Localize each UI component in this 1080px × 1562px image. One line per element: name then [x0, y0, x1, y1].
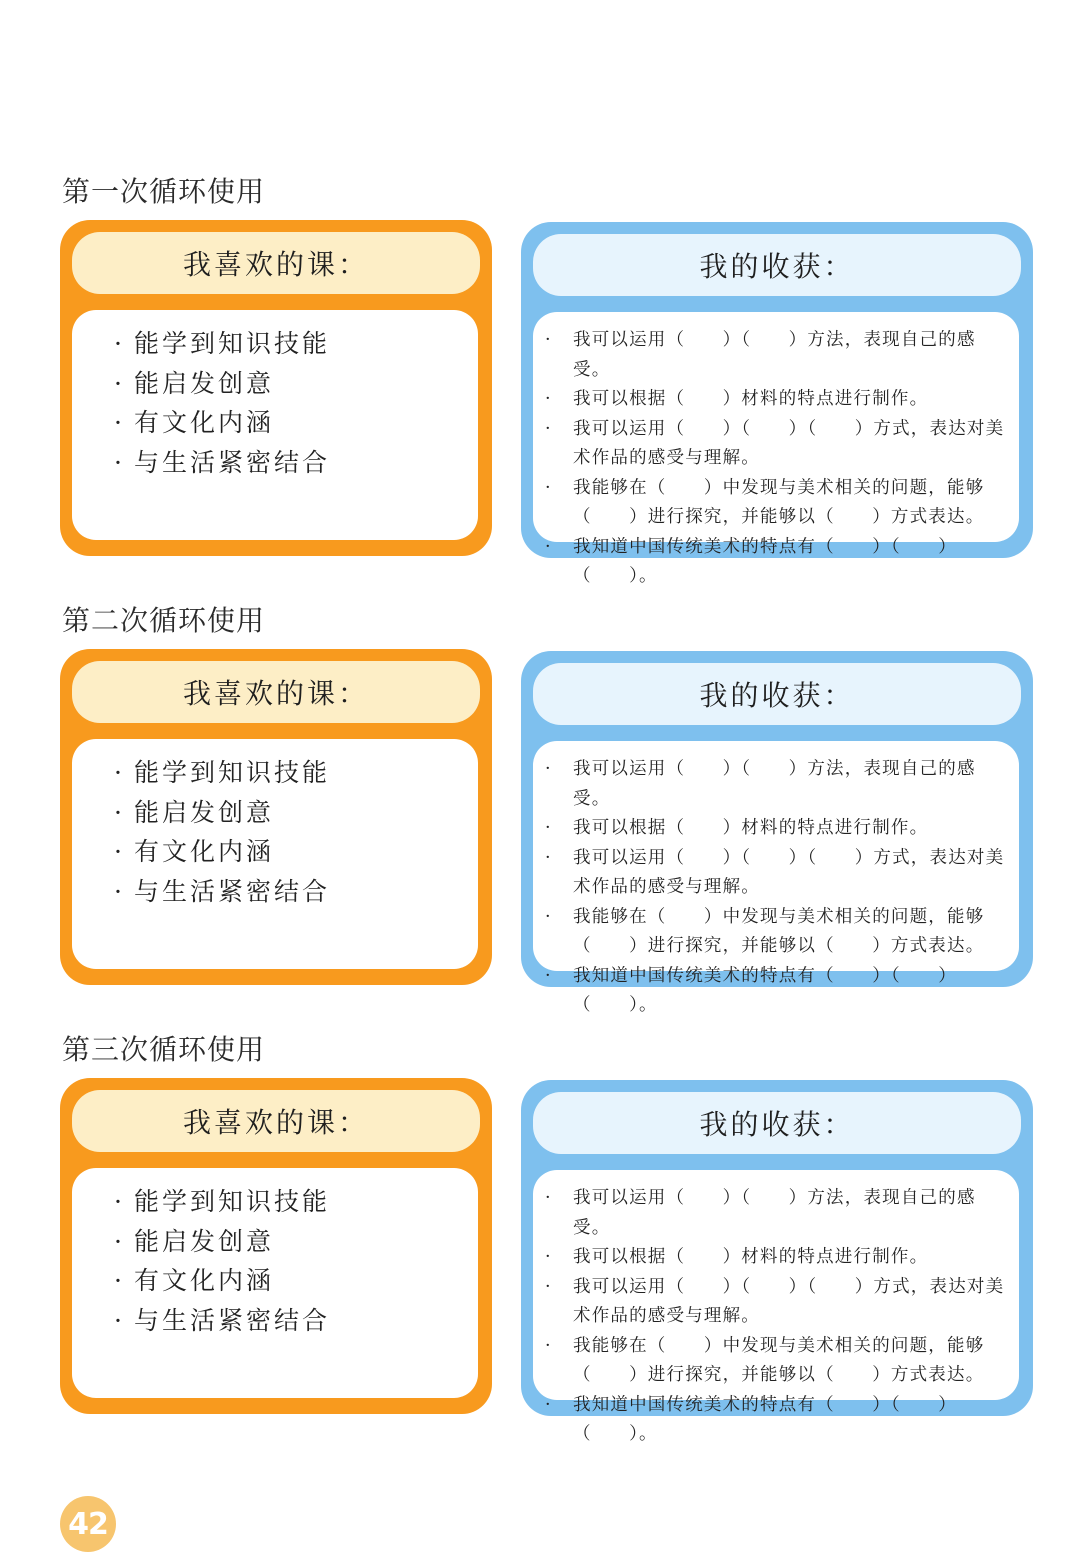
liked-lesson-option[interactable]	[114, 403, 478, 443]
bullet-icon: ·	[114, 758, 122, 787]
liked-lesson-option[interactable]	[114, 872, 478, 912]
bullet-icon: ·	[114, 1305, 122, 1335]
section-title: 第一次循环使用	[62, 175, 266, 208]
liked-lesson-label: 能启发创意	[134, 797, 275, 827]
gain-text: 我可以运用（ ）（ ）（ ）方式，表达对美术作品的感受与理解。	[573, 418, 1005, 468]
gain-text: 我可以运用（ ）（ ）方法，表现自己的感受。	[573, 759, 976, 809]
liked-lessons-list	[72, 1168, 478, 1340]
gain-text: 我可以运用（ ）（ ）（ ）方式，表达对美术作品的感受与理解。	[573, 1276, 1005, 1326]
bullet-icon: ·	[545, 759, 552, 779]
liked-lesson-label: 有文化内涵	[134, 837, 275, 866]
liked-lesson-option[interactable]	[114, 793, 478, 833]
gain-item[interactable]	[545, 1184, 1005, 1243]
bullet-icon: ·	[545, 418, 552, 439]
bullet-icon: ·	[545, 477, 552, 498]
liked-lesson-label: 与生活紧密结合	[134, 876, 331, 906]
bullet-icon: ·	[545, 1276, 552, 1297]
liked-lesson-option[interactable]	[114, 1261, 478, 1301]
gains-header: 我的收获：	[533, 663, 1021, 725]
gains-panel	[533, 312, 1019, 586]
gain-text: 我可以运用（ ）（ ）方法，表现自己的感受。	[573, 1188, 976, 1238]
bullet-icon: ·	[545, 847, 552, 868]
liked-lesson-option[interactable]	[114, 1182, 478, 1222]
liked-lesson-option[interactable]	[114, 832, 478, 872]
liked-lesson-option[interactable]	[114, 1222, 478, 1262]
bullet-icon: ·	[114, 1226, 122, 1256]
bullet-icon: ·	[545, 1247, 552, 1267]
gain-text: 我能够在（ ）中发现与美术相关的问题，能够（ ）进行探究，并能够以（ ）方式表达。	[573, 477, 985, 527]
gain-text: 我可以根据（ ）材料的特点进行制作。	[573, 389, 929, 409]
gains-panel	[533, 1170, 1019, 1444]
liked-lesson-label: 能学到知识技能	[134, 1187, 331, 1216]
gain-text: 我知道中国传统美术的特点有（ ）（ ）（ ）。	[573, 536, 957, 586]
gain-text: 我可以根据（ ）材料的特点进行制作。	[573, 818, 929, 838]
gain-text: 我可以运用（ ）（ ）（ ）方式，表达对美术作品的感受与理解。	[573, 847, 1005, 897]
liked-lesson-label: 有文化内涵	[134, 408, 275, 437]
liked-lessons-card	[60, 1078, 492, 1414]
liked-lessons-panel	[72, 739, 478, 969]
section-3	[0, 1030, 1080, 1444]
liked-lessons-panel	[72, 310, 478, 540]
gains-panel	[533, 741, 1019, 1015]
bullet-icon: ·	[545, 1394, 552, 1415]
gain-item[interactable]	[545, 844, 1005, 903]
bullet-icon: ·	[114, 368, 122, 398]
section-title: 第二次循环使用	[62, 604, 266, 637]
liked-lesson-option[interactable]	[114, 1301, 478, 1341]
liked-lesson-label: 能学到知识技能	[134, 329, 331, 358]
gains-list	[533, 1170, 1019, 1450]
bullet-icon: ·	[545, 818, 552, 838]
liked-lesson-option[interactable]	[114, 753, 478, 793]
bullet-icon: ·	[545, 536, 552, 557]
page-number-badge: 42	[60, 1496, 116, 1552]
gain-text: 我知道中国传统美术的特点有（ ）（ ）（ ）。	[573, 965, 957, 1015]
gain-text: 我可以根据（ ）材料的特点进行制作。	[573, 1247, 929, 1267]
liked-lesson-label: 与生活紧密结合	[134, 1305, 331, 1335]
bullet-icon: ·	[545, 1188, 552, 1208]
section-1	[0, 172, 1080, 586]
gains-card	[521, 222, 1033, 586]
bullet-icon: ·	[114, 1187, 122, 1216]
bullet-icon: ·	[545, 389, 552, 409]
bullet-icon: ·	[114, 329, 122, 358]
gain-text: 我能够在（ ）中发现与美术相关的问题，能够（ ）进行探究，并能够以（ ）方式表达。	[573, 1335, 985, 1385]
gain-text: 我可以运用（ ）（ ）方法，表现自己的感受。	[573, 330, 976, 380]
bullet-icon: ·	[545, 1335, 552, 1356]
gain-item[interactable]	[545, 962, 1005, 1021]
gains-card	[521, 1080, 1033, 1444]
gain-item[interactable]	[545, 1391, 1005, 1450]
liked-lesson-option[interactable]	[114, 324, 478, 364]
gain-item[interactable]	[545, 415, 1005, 474]
gains-list	[533, 741, 1019, 1021]
gain-text: 我知道中国传统美术的特点有（ ）（ ）（ ）。	[573, 1394, 957, 1444]
liked-lessons-header: 我喜欢的课：	[72, 661, 480, 723]
gain-item[interactable]	[545, 814, 1005, 844]
gain-item[interactable]	[545, 1332, 1005, 1391]
gain-item[interactable]	[545, 903, 1005, 962]
liked-lesson-label: 有文化内涵	[134, 1266, 275, 1295]
gain-item[interactable]	[545, 385, 1005, 415]
section-title: 第三次循环使用	[62, 1033, 266, 1066]
bullet-icon: ·	[114, 447, 122, 477]
liked-lesson-label: 与生活紧密结合	[134, 447, 331, 477]
section-2	[0, 601, 1080, 1015]
liked-lessons-list	[72, 739, 478, 911]
bullet-icon: ·	[545, 906, 552, 927]
bullet-icon: ·	[545, 965, 552, 986]
bullet-icon: ·	[114, 408, 122, 437]
gain-item[interactable]	[545, 1243, 1005, 1273]
liked-lessons-panel	[72, 1168, 478, 1398]
liked-lessons-card	[60, 220, 492, 556]
liked-lessons-list	[72, 310, 478, 482]
liked-lessons-card	[60, 649, 492, 985]
bullet-icon: ·	[114, 1266, 122, 1295]
bullet-icon: ·	[114, 797, 122, 827]
bullet-icon: ·	[545, 330, 552, 350]
gains-header: 我的收获：	[533, 1092, 1021, 1154]
liked-lesson-option[interactable]	[114, 443, 478, 483]
liked-lesson-label: 能学到知识技能	[134, 758, 331, 787]
gain-item[interactable]	[545, 533, 1005, 592]
bullet-icon: ·	[114, 876, 122, 906]
gain-item[interactable]	[545, 1273, 1005, 1332]
liked-lessons-header: 我喜欢的课：	[72, 232, 480, 294]
liked-lesson-label: 能启发创意	[134, 1226, 275, 1256]
gain-text: 我能够在（ ）中发现与美术相关的问题，能够（ ）进行探究，并能够以（ ）方式表达。	[573, 906, 985, 956]
liked-lessons-header: 我喜欢的课：	[72, 1090, 480, 1152]
gain-item[interactable]	[545, 755, 1005, 814]
bullet-icon: ·	[114, 837, 122, 866]
gains-list	[533, 312, 1019, 592]
gains-header: 我的收获：	[533, 234, 1021, 296]
gain-item[interactable]	[545, 474, 1005, 533]
liked-lesson-label: 能启发创意	[134, 368, 275, 398]
liked-lesson-option[interactable]	[114, 364, 478, 404]
gains-card	[521, 651, 1033, 1015]
gain-item[interactable]	[545, 326, 1005, 385]
